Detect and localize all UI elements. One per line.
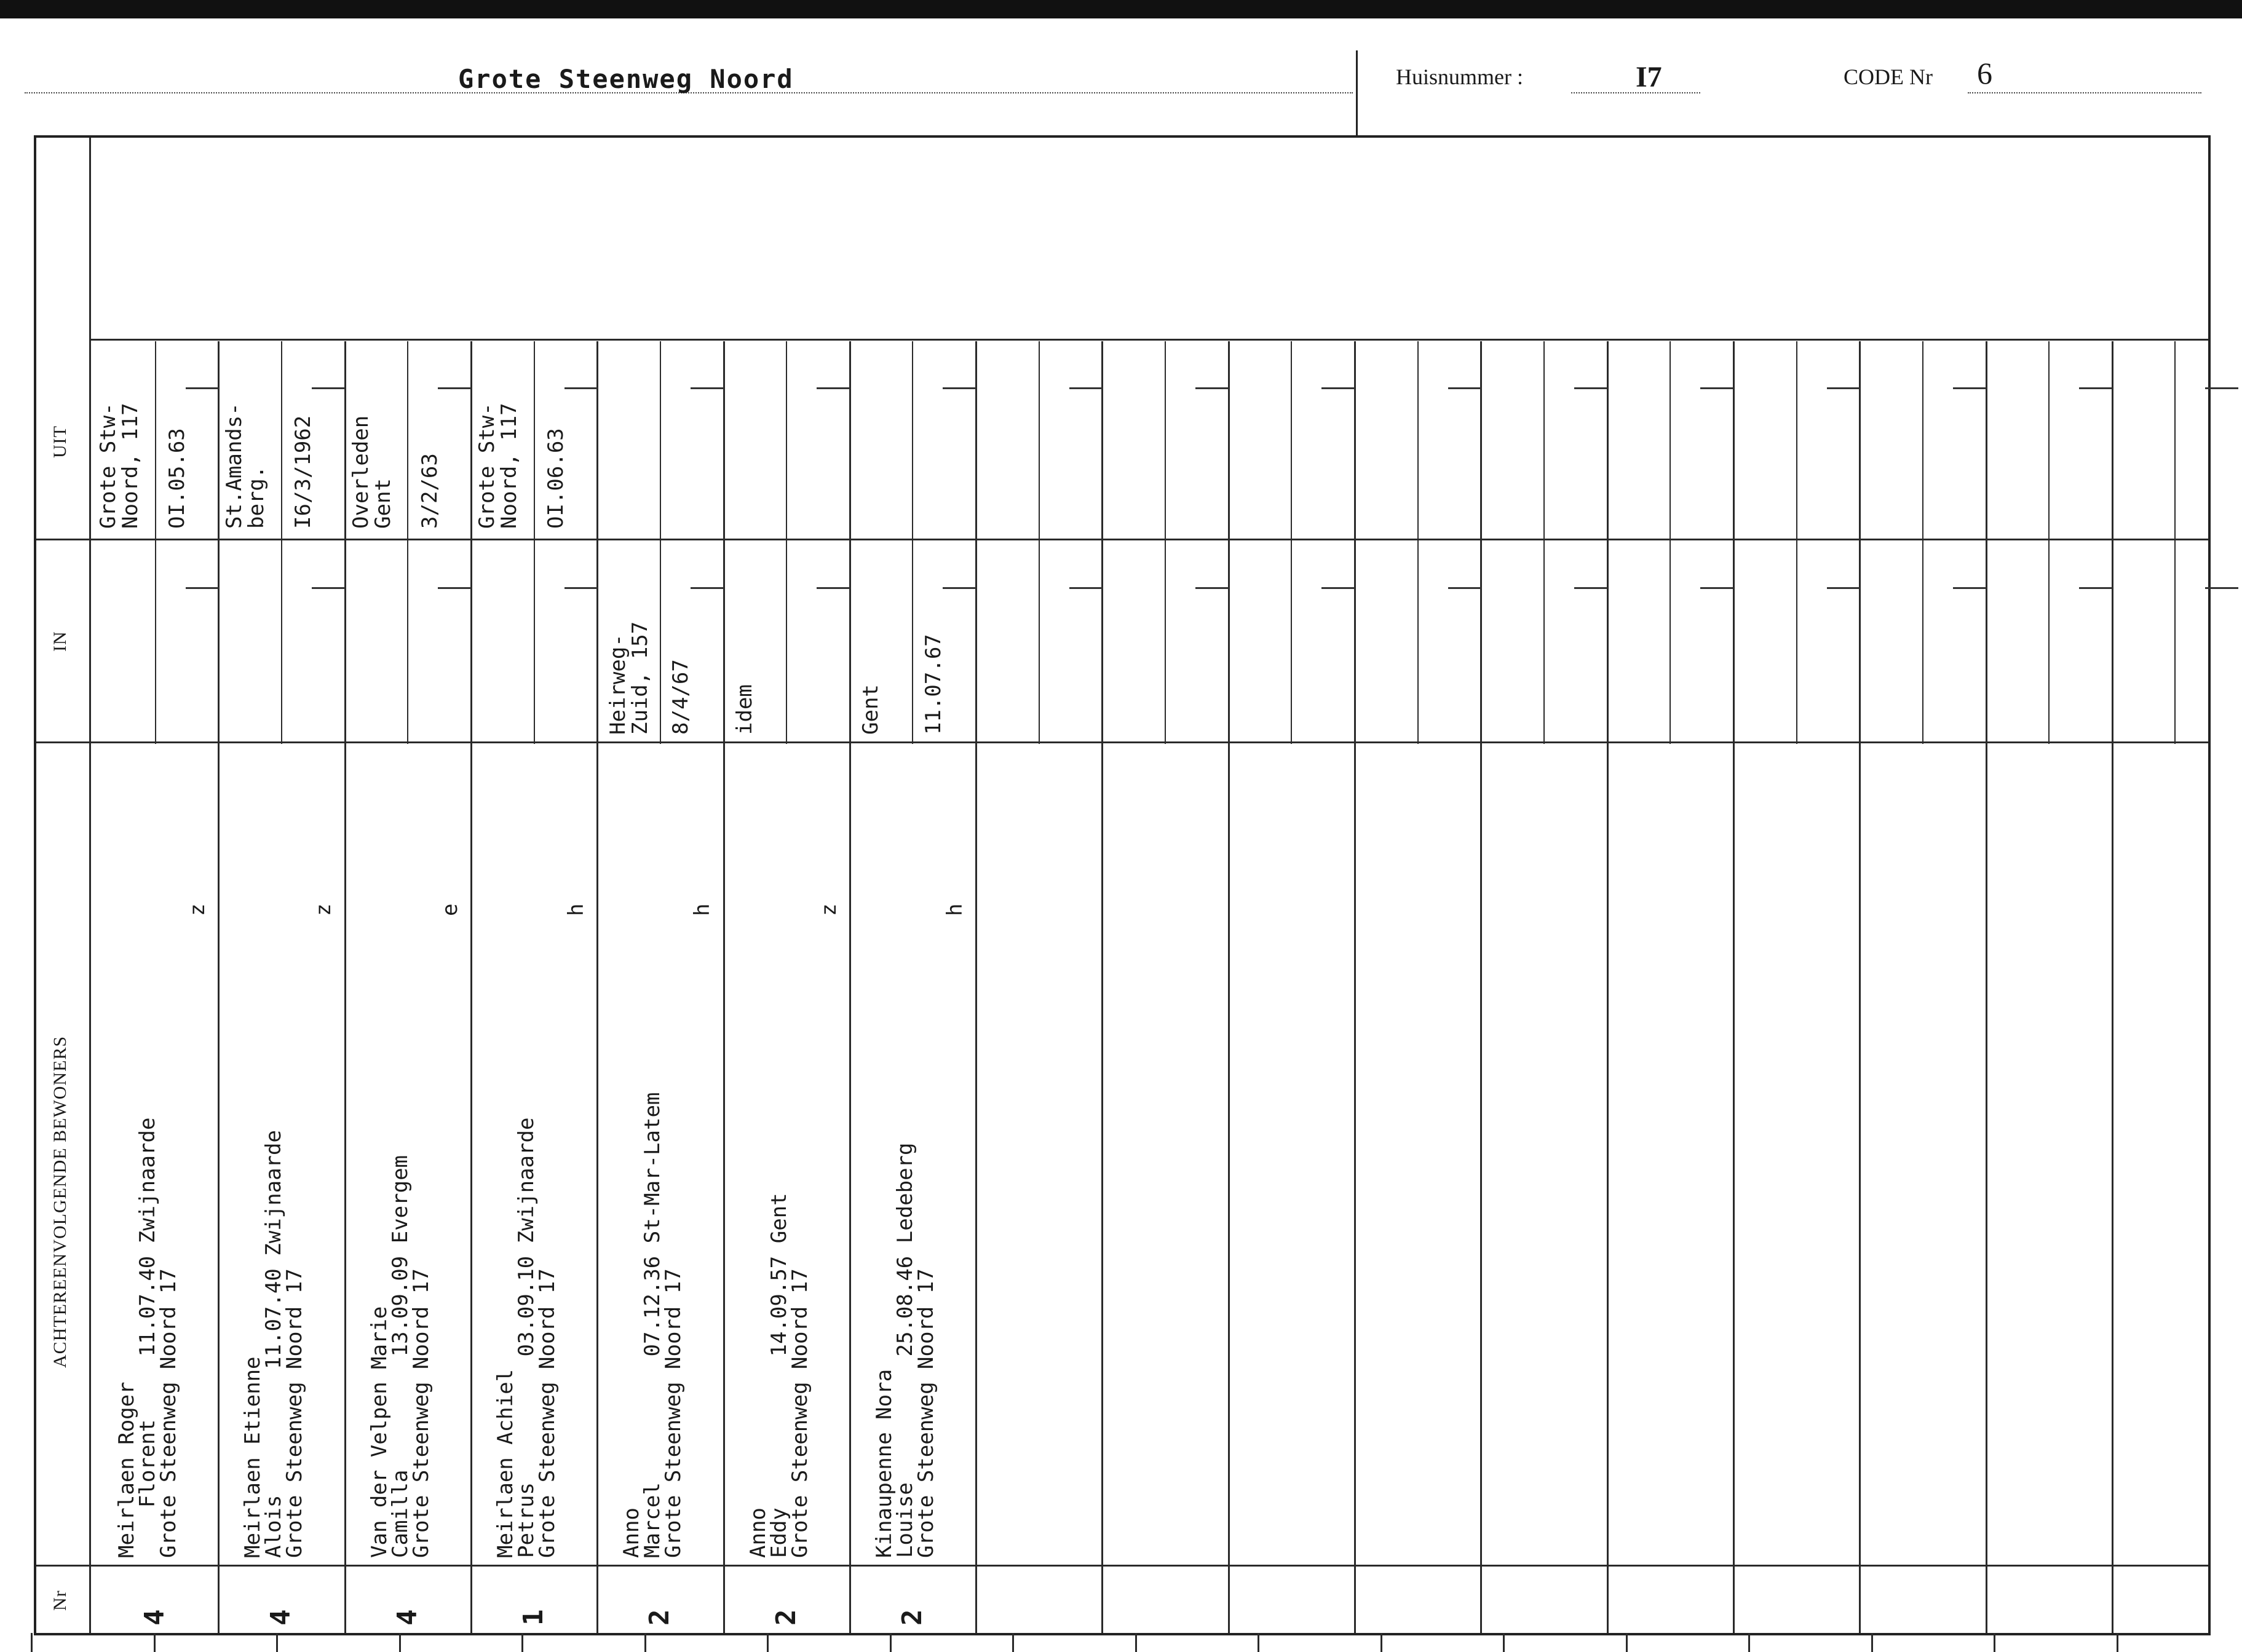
empty-dash bbox=[943, 387, 976, 389]
household-code: h bbox=[690, 903, 715, 916]
empty-dash bbox=[2079, 587, 2112, 589]
column-divider bbox=[1480, 341, 1482, 1633]
column-divider bbox=[1354, 341, 1356, 1633]
empty-dash bbox=[691, 587, 724, 589]
bottom-tick bbox=[154, 1633, 156, 1652]
household-code: z bbox=[185, 903, 210, 916]
empty-dash bbox=[1700, 587, 1733, 589]
household-code: h bbox=[564, 903, 588, 916]
column-divider bbox=[596, 341, 598, 1633]
top-dark-band bbox=[0, 0, 2242, 18]
bottom-tick bbox=[399, 1633, 401, 1652]
empty-dash bbox=[564, 587, 598, 589]
column-subdivider bbox=[1922, 341, 1923, 744]
uit-date: I6/3/1962 bbox=[291, 415, 315, 529]
bottom-tick bbox=[644, 1633, 646, 1652]
bottom-tick bbox=[2117, 1633, 2118, 1652]
household-code: e bbox=[438, 903, 462, 916]
uit-date: 3/2/63 bbox=[418, 453, 442, 529]
column-subdivider bbox=[660, 341, 661, 744]
column-subdivider bbox=[1543, 341, 1545, 744]
column-divider bbox=[1986, 341, 1987, 1633]
empty-dash bbox=[186, 387, 219, 389]
household-code: h bbox=[943, 903, 967, 916]
order-number: 2 bbox=[897, 1609, 928, 1626]
empty-dash bbox=[1827, 387, 1860, 389]
in-place: Heirweg- Zuid, 157 bbox=[606, 621, 652, 735]
uit-date: OI.05.63 bbox=[165, 428, 189, 529]
column-divider bbox=[723, 341, 725, 1633]
column-subdivider bbox=[1796, 341, 1797, 744]
column-divider bbox=[1101, 341, 1103, 1633]
bottom-tick bbox=[1626, 1633, 1628, 1652]
empty-dash bbox=[1827, 587, 1860, 589]
resident-record: Anno Marcel 07.12.36 St-Mar-Latem Grote Steenweg Noord 17 bbox=[619, 1092, 686, 1558]
in-date: 8/4/67 bbox=[668, 659, 693, 735]
bottom-tick bbox=[276, 1633, 278, 1652]
empty-dash bbox=[186, 587, 219, 589]
empty-dash bbox=[1448, 387, 1481, 389]
in-place: idem bbox=[732, 684, 757, 735]
column-subdivider bbox=[155, 341, 156, 744]
resident-record: Kinaupenne Nora Louise 25.08.46 Ledeberg Grote Steenweg Noord 17 bbox=[872, 1142, 938, 1558]
register-form-frame bbox=[34, 135, 2211, 1635]
bottom-tick bbox=[1994, 1633, 1995, 1652]
empty-dash bbox=[1069, 587, 1103, 589]
column-divider bbox=[344, 341, 346, 1633]
uit-place: St.Amands- berg. bbox=[222, 403, 269, 529]
uit-place: Grote Stw- Noord, 117 bbox=[475, 403, 521, 529]
column-subdivider bbox=[1417, 341, 1419, 744]
column-subdivider bbox=[1039, 341, 1040, 744]
empty-dash bbox=[1195, 587, 1229, 589]
code-number-value: 6 bbox=[1977, 56, 1992, 90]
empty-dash bbox=[817, 387, 850, 389]
empty-dash bbox=[2205, 387, 2238, 389]
order-number: 2 bbox=[644, 1609, 675, 1626]
label-column-divider bbox=[89, 138, 91, 1633]
empty-dash bbox=[1700, 387, 1733, 389]
house-number-label: Huisnummer : bbox=[1396, 65, 1523, 89]
order-number: 1 bbox=[518, 1609, 549, 1626]
empty-dash bbox=[564, 387, 598, 389]
column-divider bbox=[849, 341, 851, 1633]
column-subdivider bbox=[2048, 341, 2050, 744]
empty-dash bbox=[1321, 387, 1355, 389]
uit-place: Grote Stw- Noord, 117 bbox=[96, 403, 143, 529]
order-number: 4 bbox=[139, 1609, 170, 1626]
bottom-tick bbox=[1258, 1633, 1259, 1652]
order-number: 2 bbox=[770, 1609, 802, 1626]
column-subdivider bbox=[281, 341, 282, 744]
bottom-tick bbox=[767, 1633, 769, 1652]
empty-dash bbox=[1448, 587, 1481, 589]
column-subdivider bbox=[786, 341, 787, 744]
empty-dash bbox=[943, 587, 976, 589]
bottom-tick bbox=[1012, 1633, 1014, 1652]
bottom-tick bbox=[1135, 1633, 1137, 1652]
bottom-tick bbox=[1503, 1633, 1505, 1652]
column-subdivider bbox=[1165, 341, 1166, 744]
column-divider bbox=[1607, 341, 1609, 1633]
column-subdivider bbox=[2174, 341, 2176, 744]
residents-nr-divider bbox=[36, 1565, 2208, 1567]
column-divider bbox=[1228, 341, 1230, 1633]
bottom-tick bbox=[1871, 1633, 1873, 1652]
column-subdivider bbox=[1291, 341, 1292, 744]
resident-record: Meirlaen Roger Florent 11.07.40 Zwijnaarde Grote Steenweg Noord 17 bbox=[114, 1117, 181, 1558]
empty-dash bbox=[1953, 587, 1986, 589]
blank-area-bottom-line bbox=[89, 339, 2208, 341]
empty-dash bbox=[691, 387, 724, 389]
column-divider bbox=[470, 341, 472, 1633]
column-divider bbox=[218, 341, 220, 1633]
empty-dash bbox=[1195, 387, 1229, 389]
empty-dash bbox=[2079, 387, 2112, 389]
column-divider bbox=[1733, 341, 1735, 1633]
section-label-uit: UIT bbox=[50, 425, 70, 458]
order-number: 4 bbox=[392, 1609, 423, 1626]
section-label-nr: Nr bbox=[50, 1590, 70, 1611]
resident-record: Meirlaen Achiel Petrus 03.09.10 Zwijnaarde Grote Steenweg Noord 17 bbox=[493, 1117, 560, 1558]
section-label-residents: ACHTEREENVOLGENDE BEWONERS bbox=[50, 1035, 70, 1368]
code-underline bbox=[1968, 92, 2201, 93]
column-divider bbox=[2112, 341, 2113, 1633]
empty-dash bbox=[438, 387, 471, 389]
street-name: Grote Steenweg Noord bbox=[458, 64, 794, 94]
column-subdivider bbox=[407, 341, 408, 744]
household-code: z bbox=[311, 903, 336, 916]
column-subdivider bbox=[912, 341, 913, 744]
resident-record: Van der Velpen Marie Camilla 13.09.09 Evergem Grote Steenweg Noord 17 bbox=[367, 1155, 434, 1558]
bottom-tick bbox=[890, 1633, 892, 1652]
household-code: z bbox=[817, 903, 841, 916]
bottom-tick bbox=[1380, 1633, 1382, 1652]
resident-record: Meirlaen Etienne Alois 11.07.40 Zwijnaarde Grote Steenweg Noord 17 bbox=[240, 1130, 307, 1558]
bottom-tick bbox=[31, 1633, 33, 1652]
in-residents-divider bbox=[36, 741, 2208, 743]
column-divider bbox=[975, 341, 977, 1633]
empty-dash bbox=[1574, 387, 1607, 389]
uit-place: Overleden Gent bbox=[349, 415, 395, 529]
column-subdivider bbox=[1670, 341, 1671, 744]
empty-dash bbox=[312, 587, 345, 589]
empty-dash bbox=[1953, 387, 1986, 389]
in-date: 11.07.67 bbox=[921, 634, 946, 735]
column-subdivider bbox=[534, 341, 535, 744]
bottom-tick bbox=[521, 1633, 523, 1652]
house-number-value: I7 bbox=[1636, 61, 1662, 93]
empty-dash bbox=[312, 387, 345, 389]
empty-dash bbox=[438, 587, 471, 589]
resident-record: Anno Eddy 14.09.57 Gent Grote Steenweg Noord 17 bbox=[746, 1193, 812, 1558]
empty-dash bbox=[1574, 587, 1607, 589]
in-place: Gent bbox=[858, 684, 883, 735]
uit-in-divider bbox=[36, 539, 2208, 540]
column-divider bbox=[1859, 341, 1861, 1633]
empty-dash bbox=[817, 587, 850, 589]
empty-dash bbox=[1069, 387, 1103, 389]
order-number: 4 bbox=[265, 1609, 296, 1626]
empty-dash bbox=[2205, 587, 2238, 589]
bottom-tick bbox=[1748, 1633, 1750, 1652]
uit-date: OI.06.63 bbox=[544, 428, 568, 529]
section-label-in: IN bbox=[50, 631, 70, 652]
empty-dash bbox=[1321, 587, 1355, 589]
code-label: CODE Nr bbox=[1844, 65, 1933, 89]
header-separator bbox=[1356, 50, 1358, 136]
